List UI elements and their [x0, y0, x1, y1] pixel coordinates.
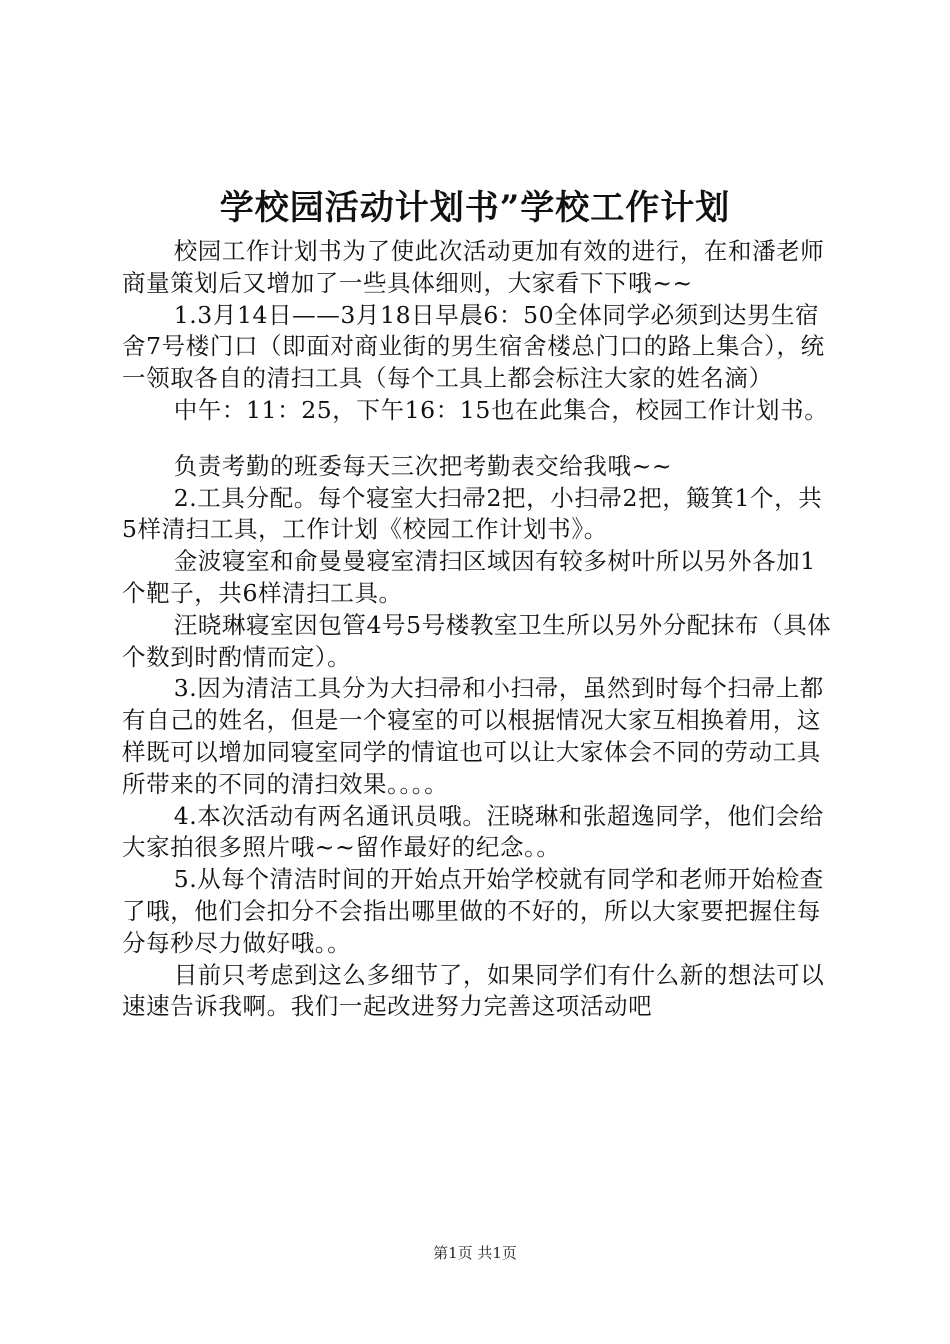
paragraph-closing: 目前只考虑到这么多细节了，如果同学们有什么新的想法可以速速告诉我啊。我们一起改进努力完善这项活动吧 — [122, 960, 825, 1021]
paragraph-item-2: 2.工具分配。每个寝室大扫帚2把，小扫帚2把，簸箕1个，共5样清扫工具，工作计划《校园工作计划书》。 — [122, 483, 823, 544]
paragraph-item-4: 4.本次活动有两名通讯员哦。汪晓琳和张超逸同学，他们会给大家拍很多照片哦~~留作最好的纪念。。 — [122, 801, 824, 862]
paragraph-item-5: 5.从每个清洁时间的开始点开始学校就有同学和老师开始检查了哦，他们会扣分不会指出哪里做的不好的，所以大家要把握住每分每秒尽力做好哦。。 — [122, 865, 824, 957]
document-title: 学校园活动计划书”学校工作计划 — [219, 188, 731, 228]
document-body — [122, 236, 834, 1023]
paragraph-item-1: 1.3月14日——3月18日早晨6：50全体同学必须到达男生宿舍7号楼门口（即面对商业街的男生宿舍楼总门口的路上集合），统一领取各自的清扫工具（每个工具上都会标注大家的姓名滴） — [122, 300, 825, 393]
paragraph-extra-tools: 金波寝室和俞曼曼寝室清扫区域因有较多树叶所以另外各加1个靶子，共6样清扫工具。 — [122, 547, 816, 607]
paragraph-noon-time: 中午：11：25，下午16：15也在此集合，校园工作计划书。 — [173, 395, 829, 424]
paragraph-item-3: 3.因为清洁工具分为大扫帚和小扫帚，虽然到时每个扫帚上都有自己的姓名，但是一个寝室的可以根据情况大家互相换着用，这样既可以增加同寝室同学的情谊也可以让大家体会不同的劳动工具所带来的不同的清扫效果。。。。 — [122, 674, 824, 798]
paragraph-intro: 校园工作计划书为了使此次活动更加有效的进行，在和潘老师商量策划后又增加了一些具体细则，大家看下下哦~~ — [122, 237, 825, 297]
paragraph-attendance: 负责考勤的班委每天三次把考勤表交给我哦~~ — [173, 451, 673, 480]
page-footer: 第1页 共1页 — [433, 1244, 517, 1262]
paragraph-cloth: 汪晓琳寝室因包管4号5号楼教室卫生所以另外分配抹布（具体个数到时酌情而定）。 — [122, 610, 832, 671]
